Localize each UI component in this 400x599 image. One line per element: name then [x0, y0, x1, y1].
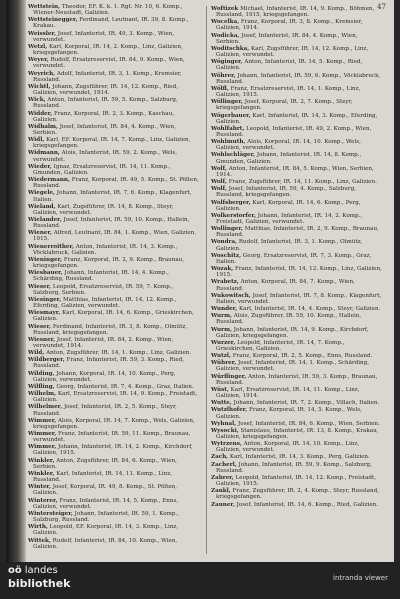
- entry-surname: Wurm,: [211, 313, 232, 320]
- register-entry: [28, 538, 200, 550]
- entry-surname: Wöginger,: [211, 59, 243, 66]
- entry-details: Franz, Infanterist, IR. 14, 5. Komp., Enns, Galizien, verwundet.: [33, 497, 179, 510]
- register-entry: [28, 511, 200, 523]
- entry-details: Georg, Infanterist, IR. 7, 4. Komp., Graz, Italien.: [56, 383, 194, 390]
- register-entry: [28, 357, 200, 369]
- entry-details: Michael, Infanterist, IR. 14, 9. Komp., Böhmen, Russland, 1915, kriegsgefangen.: [216, 6, 375, 19]
- entry-details: Karl, Zugsführer, IR. 14, 12. Komp., Linz, Galizien, verwundet.: [216, 45, 369, 59]
- entry-surname: Wölfl,: [211, 85, 229, 92]
- entry-surname: Wollinger,: [211, 226, 243, 233]
- register-entry: [28, 204, 200, 216]
- register-entry: [28, 284, 200, 296]
- register-entry: [28, 371, 200, 383]
- entry-surname: Wohlfahrt,: [211, 125, 245, 132]
- register-entry: [28, 270, 200, 282]
- entry-details: Leopold, Infanterist, IR. 14, 7. Komp., Grieskirchen, Galizien.: [216, 339, 345, 352]
- entry-surname: Würflinger,: [211, 373, 247, 380]
- register-entry: [28, 230, 200, 242]
- entry-surname: Wurzer,: [211, 339, 236, 346]
- entry-surname: Wettsteinegger,: [28, 17, 78, 24]
- entry-details: Anton, Korporal, IR. 14, 10. Komp., Linz, Galizien, verwundet.: [216, 441, 360, 454]
- register-entry: [211, 226, 383, 238]
- entry-details: Johann, Infanterist, IR. 14, 2. Komp., Kirchdorf, Galizien, 1915.: [33, 444, 193, 457]
- logo-line-1: [8, 565, 70, 577]
- entry-surname: Winterer,: [28, 497, 58, 504]
- register-entry: [211, 306, 383, 312]
- register-entry: [211, 139, 383, 151]
- entry-surname: Wohlschläger,: [211, 152, 256, 159]
- entry-details: Johann, Infanterist, IR. 59, 1. Komp., Salzburg, Russland.: [33, 510, 180, 524]
- entry-details: Josef, Infanterist, IR. 84, 4. Komp., Wien, Serbien.: [216, 32, 358, 45]
- entry-details: Johann, Infanterist, IR. 59, 6. Komp., Vöcklabruck, Russland.: [216, 72, 381, 85]
- register-entry: [211, 462, 383, 474]
- entry-details: Adolf, Infanterist, IR. 3, 1. Komp., Kremsier, Russland.: [33, 70, 182, 83]
- register-entry: [211, 279, 383, 291]
- entry-surname: Woditschka,: [211, 45, 250, 52]
- entry-surname: Wiesner,: [28, 336, 56, 343]
- entry-surname: Wilhelmer,: [28, 404, 63, 411]
- entry-surname: Wiesbauer,: [28, 270, 63, 277]
- entry-surname: Wutzl,: [211, 353, 231, 360]
- entry-surname: Widder,: [28, 110, 53, 117]
- entry-details: Josef, Korporal, IR. 49, 8. Komp., St. Pölten, Galizien.: [33, 484, 178, 497]
- entry-surname: Winkler,: [28, 457, 55, 464]
- entry-surname: Wytrzens,: [211, 441, 242, 448]
- register-entry: [211, 253, 383, 265]
- entry-details: Ferdinand, Infanterist, IR. 3, 8. Komp., Olmütz, Russland, kriegsgefangen.: [33, 323, 188, 336]
- entry-surname: Wienerroither,: [28, 243, 74, 250]
- entry-surname: Wutte,: [211, 400, 232, 407]
- entry-surname: Wocelka,: [211, 19, 240, 26]
- entry-details: Franz, Korporal, IR. 2, 3. Komp., Kaschau, Galizien.: [33, 110, 174, 123]
- entry-details: Karl, Infanterist, IR. 14, 4. Komp., Steyr, Galizien.: [238, 306, 381, 313]
- entry-details: Leopold, Ersatzreservist, IR. 59, 7. Komp., Salzburg, Serbien.: [33, 283, 174, 296]
- register-entry: [211, 374, 383, 386]
- entry-details: Matthias, Infanterist, IR. 14, 12. Komp., Eferding, Galizien, verwundet.: [33, 296, 177, 310]
- entry-surname: Wyhnal,: [211, 420, 237, 427]
- register-entry: [211, 488, 383, 500]
- entry-surname: Wetzl,: [28, 43, 48, 50]
- entry-surname: Wrabetz,: [211, 279, 239, 286]
- viewer-footer: [0, 562, 400, 599]
- entry-surname: Wutzlhofer,: [211, 407, 248, 414]
- register-entry: [28, 484, 200, 496]
- entry-surname: Winter,: [28, 484, 52, 491]
- entry-details: Karl, Korporal, IR. 14, 6. Komp., Perg, Galizien.: [216, 199, 361, 212]
- entry-surname: Wieninger,: [28, 256, 63, 263]
- entry-surname: Wirth,: [28, 524, 48, 531]
- entry-details: Johann, Zugsführer, IR. 14, 12. Komp., Ried, Galizien, verwundet, 1914.: [33, 83, 178, 97]
- register-entry: [28, 111, 200, 123]
- register-entry: [28, 217, 200, 229]
- register-entry: [211, 340, 383, 352]
- entry-surname: Wolf,: [211, 186, 227, 193]
- entry-details: Johann, Infanterist, IR. 14, 8. Komp., Gmunden, Galizien.: [216, 152, 362, 165]
- register-entry: [28, 137, 200, 149]
- register-entry: [211, 293, 383, 305]
- entry-details: Josef, Infanterist, IR. 59, 4. Komp., Salzburg, Russland, kriegsgefangen.: [216, 186, 356, 199]
- entry-surname: Zahrer,: [211, 474, 234, 481]
- entry-details: Johann, Korporal, IR. 14, 10. Komp., Perg, Galizien, verwundet.: [33, 370, 176, 383]
- entry-details: Franz, Infanterist, IR. 14, 12. Komp., Linz, Galizien, 1915.: [216, 266, 382, 279]
- left-column: [28, 4, 200, 551]
- register-entry: [28, 4, 200, 16]
- register-entry: [28, 164, 200, 176]
- entry-surname: Wild,: [28, 350, 45, 357]
- register-entry: [28, 244, 200, 256]
- register-entry: [211, 179, 383, 185]
- register-entry: [28, 190, 200, 202]
- entry-details: Franz, Zugsführer, IR. 2, 4. Komp., Steyr, Russland, kriegsgefangen.: [216, 488, 379, 501]
- register-entry: [28, 310, 200, 322]
- entry-details: Josef, Infanterist, IR. 59, 10. Komp., Hallein, Russland.: [33, 217, 190, 230]
- register-entry: [28, 444, 200, 456]
- entry-details: Johann, Infanterist, IR. 59, 9. Komp., Salzburg, Russland.: [216, 461, 372, 474]
- register-entry: [28, 44, 200, 56]
- entry-surname: Wüst,: [211, 386, 229, 393]
- register-entry: [28, 297, 200, 309]
- entry-surname: Wolf,: [211, 179, 227, 186]
- entry-details: Johann, Infanterist, IR. 7, 2. Komp., Villach, Italien.: [233, 400, 380, 407]
- entry-details: Alois, Korporal, IR. 14, 7. Komp., Wels, Galizien, kriegsgefangen.: [33, 417, 195, 430]
- entry-details: Anton, Infanterist, IR. 59, 3. Komp., Braunau, Russland.: [216, 373, 378, 386]
- entry-surname: Wittek,: [28, 537, 51, 544]
- register-entry: [211, 400, 383, 406]
- entry-details: Josef, Infanterist, IR. 84, 4. Komp., Wien, Serbien.: [33, 123, 176, 136]
- entry-details: Matthias, Infanterist, IR. 2, 9. Komp., Braunau, Russland.: [216, 226, 379, 239]
- register-entry: [211, 19, 383, 31]
- entry-details: Theodor, EF. K. k. 1. Rgt. Nr. 10, 6. Komp., Wiener-Neustadt, Galizien.: [33, 4, 183, 17]
- register-entry: [28, 498, 200, 510]
- entry-details: Leopold, Infanterist, IR. 49, 2. Komp., Wien, Russland.: [216, 125, 372, 138]
- entry-surname: Wettstein,: [28, 4, 60, 10]
- register-entry: [211, 353, 383, 359]
- entry-details: Stanislaus, Infanterist, IR. 13, 8. Komp., Krakau, Galizien, kriegsgefangen.: [216, 427, 379, 440]
- register-entry: [211, 73, 383, 85]
- logo-text-1: landes: [24, 565, 58, 576]
- entry-details: Leopold, EF. Korporal, IR. 14, 3. Komp., Linz, Galizien.: [33, 524, 179, 537]
- register-entry: [211, 502, 383, 508]
- register-entry: [28, 84, 200, 96]
- logo-line-2: bibliothek: [8, 577, 71, 590]
- entry-surname: Wiegele,: [28, 190, 55, 197]
- register-entry: [211, 99, 383, 111]
- entry-details: Ferdinand, Leutnant, IR. 39, 8. Komp., Krakau.: [33, 17, 189, 30]
- register-entry: [211, 33, 383, 45]
- entry-details: Ignaz, Ersatzreservist, IR. 14, 11. Komp., Gmunden, Galizien.: [33, 163, 171, 176]
- entry-surname: Wieland,: [28, 203, 56, 210]
- entry-details: Franz, Korporal, IR. 3, 8. Komp., Kremsier, Galizien, 1914.: [216, 19, 363, 32]
- register-entry: [211, 327, 383, 339]
- page-number: 47: [377, 3, 386, 11]
- register-entry: [28, 71, 200, 83]
- register-entry: [28, 324, 200, 336]
- entry-surname: Wiesinger,: [28, 296, 62, 303]
- register-entry: [28, 31, 200, 43]
- register-entry: [211, 166, 383, 178]
- entry-surname: Wohlmuth,: [211, 139, 246, 146]
- register-entry: [28, 337, 200, 349]
- entry-surname: Zankl,: [211, 488, 231, 495]
- library-logo[interactable]: [8, 565, 70, 590]
- viewer-brand-label[interactable]: intranda viewer: [333, 574, 388, 582]
- entry-surname: Wunder,: [211, 306, 238, 313]
- entry-details: Karl, Zugsführer, IR. 14, 8. Komp., Steyr, Galizien, verwundet.: [33, 203, 174, 216]
- entry-surname: Wysocki,: [211, 427, 239, 434]
- entry-details: Karl, Infanterist, IR. 14, 3. Komp., Perg, Galizien.: [229, 454, 370, 461]
- register-entry: [211, 441, 383, 453]
- entry-surname: Wilhelm,: [28, 391, 57, 398]
- entry-surname: Wichtl,: [28, 83, 51, 90]
- register-entry: [28, 57, 200, 69]
- entry-surname: Wolfsberger,: [211, 199, 251, 206]
- entry-details: Franz, Korporal, IR. 14, 5. Komp., Wels, Galizien.: [216, 407, 362, 420]
- register-entry: [211, 213, 383, 225]
- entry-details: Karl, Infanterist, IR. 14, 11. Komp., Linz, Russland.: [33, 470, 173, 484]
- register-entry: [28, 471, 200, 483]
- register-entry: [28, 257, 200, 269]
- register-entry: [211, 407, 383, 419]
- register-entry: [211, 428, 383, 440]
- entry-surname: Wick,: [28, 97, 46, 104]
- entry-surname: Wieser,: [28, 283, 52, 290]
- entry-details: Alfred, Leutnant, IR. 84, 1. Komp., Wien, Galizien, 1915.: [33, 230, 197, 243]
- entry-surname: Zacherl,: [211, 461, 237, 468]
- entry-surname: Wilfling,: [28, 383, 55, 390]
- entry-surname: Wukowitsch,: [211, 292, 251, 299]
- entry-surname: Widl,: [28, 137, 45, 144]
- entry-details: Karl, Infanterist, IR. 14, 3. Komp., Eferding, Galizien.: [216, 112, 378, 125]
- register-entry: [28, 384, 200, 390]
- register-entry: [28, 458, 200, 470]
- register-entry: [211, 387, 383, 399]
- entry-surname: Wimmer,: [28, 444, 57, 451]
- logo-prefix: oö: [8, 565, 22, 576]
- entry-details: Franz, Infanterist, IR. 59, 3. Komp., Ried, Russland.: [33, 357, 185, 370]
- entry-details: Georg, Ersatzreservist, IR. 7, 3. Komp., Graz, Italien.: [216, 252, 372, 265]
- entry-surname: Wiener,: [28, 230, 52, 237]
- register-entry: [28, 150, 200, 162]
- register-entry: [211, 313, 383, 325]
- register-entry: [211, 126, 383, 138]
- entry-details: Karl, Ersatzreservist, IR. 14, 11. Komp., Linz, Galizien, 1914.: [216, 386, 360, 400]
- entry-surname: Wilding,: [28, 370, 55, 377]
- entry-details: Franz, Korporal, IR. 2, 5. Komp., Enns, Russland.: [232, 353, 373, 360]
- entry-details: Anton, Infanterist, IR. 14, 3. Komp., Vöcklabruck, Galizien.: [33, 243, 178, 256]
- register-entry: [211, 46, 383, 58]
- entry-details: Karl, EF. Korporal, IR. 14, 7. Komp., Linz, Galizien, kriegsgefangen.: [33, 137, 191, 150]
- entry-details: Anton, Infanterist, IR. 14, 5. Komp., Ried, Galizien.: [216, 59, 363, 72]
- entry-surname: Wimmer,: [28, 431, 57, 437]
- column-divider: [206, 6, 207, 554]
- entry-details: Alois, Zugsführer, IR. 59, 10. Komp., Hallein, Russland.: [216, 313, 362, 326]
- register-entry: [211, 475, 383, 487]
- register-entry: [28, 350, 200, 356]
- entry-details: Leopold, Infanterist, IR. 14, 12. Komp., Freistadt, Galizien, 1915.: [216, 474, 377, 488]
- entry-surname: Zach,: [211, 454, 229, 461]
- register-entry: [211, 86, 383, 98]
- entry-surname: Wöhrer,: [211, 72, 236, 79]
- entry-details: Karl, Ersatzreservist, IR. 14, 9. Komp., Freistadt, Galizien.: [33, 391, 198, 404]
- entry-details: Anton, Zugsführer, IR. 84, 6. Komp., Wien, Serbien.: [33, 457, 177, 470]
- entry-details: Rudolf, Infanterist, IR. 84, 10. Komp., Wien, Galizien.: [33, 537, 178, 550]
- entry-surname: Woftizek: [211, 6, 239, 12]
- entry-details: Josef, Infanterist, IR. 7, 8. Komp., Klagenfurt, Italien, verwundet.: [216, 292, 382, 305]
- entry-details: Franz, Korporal, IR. 2, 9. Komp., Braunau, kriegsgefangen.: [33, 256, 185, 270]
- entry-details: Josef, Korporal, IR. 2, 7. Komp., Steyr, kriegsgefangen.: [216, 99, 353, 112]
- register-entry: [211, 454, 383, 460]
- register-entry: [28, 431, 200, 443]
- entry-details: Josef, Infanterist, IR. 2, 5. Komp., Steyr, Russland.: [33, 404, 177, 417]
- entry-details: Karl, Korporal, IR. 14, 6. Komp., Grieskirchen, Galizien.: [33, 310, 194, 323]
- entry-surname: Woschitz,: [211, 252, 242, 259]
- register-entry: [211, 152, 383, 164]
- entry-surname: Wührer,: [211, 360, 237, 367]
- scanned-page: [6, 0, 394, 562]
- entry-details: Franz, Zugsführer, IR. 14, 11. Komp., Linz, Galizien.: [228, 179, 377, 186]
- entry-surname: Zauner,: [211, 501, 235, 508]
- entry-details: Anton, Infanterist, IR. 84, 5. Komp., Wien, Serbien, 1914.: [216, 165, 374, 178]
- entry-details: Rudolf, Ersatzreservist, IR. 84, 9. Komp., Wien, verwundet.: [33, 57, 185, 70]
- entry-surname: Wintersteiger,: [28, 510, 73, 517]
- entry-details: Josef, Infanterist, IR. 84, 2. Komp., Wien, verwundet, 1914.: [33, 336, 174, 349]
- entry-details: Anton, Korporal, IR. 84, 7. Komp., Wien, Russland.: [216, 279, 355, 292]
- entry-details: Rudolf, Infanterist, IR. 3, 1. Komp., Olmütz, Galizien.: [216, 239, 363, 252]
- entry-surname: Wieser,: [28, 323, 52, 330]
- entry-surname: Winkler,: [28, 470, 55, 477]
- entry-details: Franz, Ersatzreservist, IR. 14, 1. Komp., Linz, Galizien, 1915.: [216, 85, 361, 99]
- entry-surname: Widmann,: [28, 150, 60, 157]
- entry-surname: Wodicka,: [211, 32, 240, 39]
- register-entry: [28, 97, 200, 109]
- entry-surname: Widhalm,: [28, 123, 58, 130]
- entry-surname: Wildberger,: [28, 357, 65, 364]
- register-entry: [211, 200, 383, 212]
- entry-details: Josef, Infanterist, IR. 84, 6. Komp., Wien, Serbien.: [238, 420, 380, 427]
- entry-details: Alois, Infanterist, IR. 59, 2. Komp., Wels, verwundet.: [33, 150, 177, 163]
- register-entry: [211, 113, 383, 125]
- entry-details: Anton, Zugsführer, IR. 14, 1. Komp., Linz, Galizien.: [46, 350, 192, 357]
- entry-details: Franz, Infanterist, IR. 59, 11. Komp., Braunau, verwundet.: [33, 431, 191, 444]
- entry-details: Johann, Infanterist, IR. 14, 2. Komp., Freistadt, Galizien, verwundet.: [216, 212, 363, 225]
- register-entry: [211, 360, 383, 372]
- entry-surname: Wiedermann,: [28, 177, 70, 184]
- entry-surname: Wozak,: [211, 266, 234, 273]
- entry-surname: Wolf,: [211, 165, 227, 172]
- entry-details: Johann, Infanterist, IR. 14, 4. Komp., Schärding, Russland.: [33, 270, 169, 283]
- register-entry: [211, 6, 383, 18]
- entry-surname: Weyer,: [28, 57, 49, 64]
- entry-surname: Wögerbauer,: [211, 112, 251, 119]
- entry-details: Josef, Infanterist, IR. 49, 3. Komp., Wien, verwundet.: [33, 30, 175, 43]
- entry-surname: Weyrich,: [28, 70, 56, 77]
- register-entry: [28, 124, 200, 136]
- register-entry: [211, 239, 383, 251]
- entry-surname: Wondra,: [211, 239, 238, 246]
- register-entry: [211, 266, 383, 278]
- entry-surname: Wurm,: [211, 326, 232, 333]
- register-entry: [28, 17, 200, 29]
- entry-surname: Wolkerstorfer,: [211, 212, 256, 219]
- entry-details: Franz, Korporal, IR. 49, 5. Komp., St. Pölten, Russland.: [33, 177, 199, 190]
- entry-details: Josef, Infanterist, IR. 14, 6. Komp., Ried, Galizien.: [236, 501, 379, 508]
- entry-details: Anton, Infanterist, IR. 59, 5. Komp., Salzburg, Russland.: [33, 97, 178, 110]
- right-column: [211, 6, 383, 509]
- entry-details: Alois, Korporal, IR. 14, 10. Komp., Wels, Galizien, verwundet.: [216, 139, 361, 152]
- register-entry: [211, 186, 383, 198]
- register-entry: [211, 421, 383, 427]
- register-entry: [28, 418, 200, 430]
- register-entry: [28, 391, 200, 403]
- entry-details: Johann, Infanterist, IR. 7, 6. Komp., Klagenfurt, Italien.: [33, 190, 192, 203]
- entry-surname: Wimmer,: [28, 417, 57, 424]
- entry-surname: Wieder,: [28, 163, 52, 170]
- entry-details: Josef, Infanterist, IR. 14, 1. Komp., Schärding, Galizien, verwundet.: [216, 360, 369, 373]
- entry-surname: Wielander,: [28, 217, 62, 223]
- register-entry: [28, 524, 200, 536]
- entry-surname: Wiesmayr,: [28, 310, 61, 317]
- entry-details: Karl, Korporal, IR. 14, 2. Komp., Linz, Galizien, kriegsgefangen.: [33, 43, 183, 57]
- entry-surname: Weissler,: [28, 30, 56, 37]
- entry-details: Johann, Infanterist, IR. 14, 9. Komp., Kirchdorf, Galizien, kriegsgefangen.: [216, 326, 369, 339]
- register-entry: [28, 404, 200, 416]
- entry-surname: Wöllinger,: [211, 99, 243, 106]
- register-entry: [211, 59, 383, 71]
- book-gutter: [6, 0, 26, 562]
- register-entry: [28, 177, 200, 189]
